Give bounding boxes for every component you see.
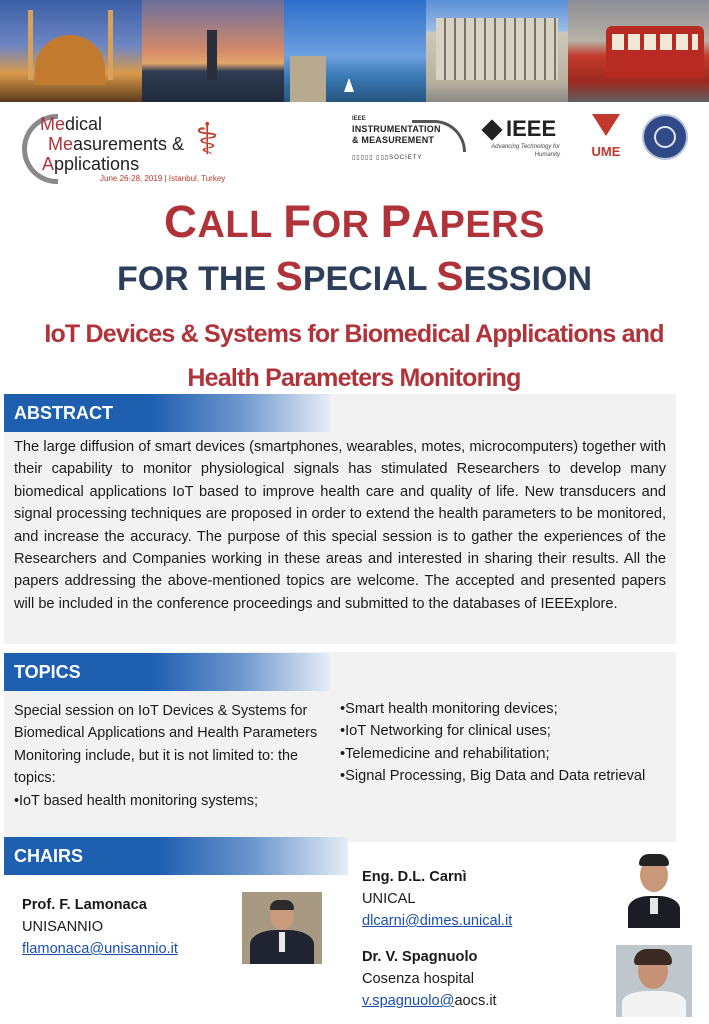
arc-icon xyxy=(412,120,466,152)
ieee-diamond-icon xyxy=(481,119,502,140)
chair-carni xyxy=(362,866,512,932)
ims-logo: IEEE INSTRUMENTATION & MEASUREMENT ▯▯▯▯▯ ▯▯▯SOCIETY xyxy=(352,116,468,162)
call-for-papers-title: CALL FOR PAPERS xyxy=(164,196,545,247)
special-session-subtitle: FOR THE SPECIAL SESSION xyxy=(116,253,593,299)
chair-affiliation: UNISANNIO xyxy=(22,919,104,935)
ume-logo: UME xyxy=(586,114,626,164)
ume-emblem-icon xyxy=(592,114,620,136)
maiden-tower-photo xyxy=(142,0,284,102)
topics-intro: Special session on IoT Devices & Systems for Biomedical Applications and Health Parameters Monitoring include, but it is not limited to: the topics: •IoT based health monitoring systems; xyxy=(14,700,332,812)
chair-email-link[interactable]: v.spagnuolo@ xyxy=(362,993,455,1009)
photo-banner xyxy=(0,0,709,102)
palace-photo xyxy=(426,0,568,102)
abstract-heading: ABSTRACT xyxy=(4,394,330,432)
chair-name: Dr. V. Spagnuolo xyxy=(362,949,478,965)
chair-affiliation: Cosenza hospital xyxy=(362,971,474,987)
chair-email-link[interactable]: flamonaca@unisannio.it xyxy=(22,941,178,957)
chair-lamonaca xyxy=(22,894,178,960)
chair-spagnuolo: Dr. V. Spagnuolo Cosenza hospital v.spagnuolo@aocs.it xyxy=(362,946,497,1012)
topic-item: •IoT based health monitoring systems; xyxy=(14,792,258,809)
abstract-text: The large diffusion of smart devices (smartphones, wearables, motes, microcomputers) together with their capability to monitor physiological signals has stimulated Researchers to develop many biomedical applications IoT based to improve health care and quality of life. New transducers and signal processing techniques are proposed in order to extend the health parameters to be monitored, and increase the accuracy. The purpose of this special session is to gather the experiences of the Researchers and Companies working in these areas and interested in sharing their results. All the papers addressing the above-mentioned topics are welcome. The accepted and presented papers will be included in the conference proceedings and submitted to the databases of IEEExplore. xyxy=(14,439,666,612)
chair-affiliation: UNICAL xyxy=(362,891,416,907)
tram-photo xyxy=(568,0,709,102)
lamonaca-photo xyxy=(242,892,322,964)
topics-list xyxy=(340,698,660,788)
topics-heading: TOPICS xyxy=(4,653,330,691)
session-title: IoT Devices & Systems for Biomedical Applications and Health Parameters Monitoring xyxy=(44,320,664,392)
conference-date: June 26-28, 2019 | Istanbul, Turkey xyxy=(100,174,226,183)
caduceus-icon: ⚕ xyxy=(195,115,219,164)
conference-logo: Medical Measurements & Applications June 26-28, 2019 | Istanbul, Turkey ⚕ xyxy=(22,112,237,186)
chair-name: Prof. F. Lamonaca xyxy=(22,897,147,913)
carni-photo xyxy=(624,852,684,928)
chairs-heading: CHAIRS xyxy=(4,837,348,875)
university-seal-icon xyxy=(642,114,688,160)
topic-item: •Signal Processing, Big Data and Data retrieval xyxy=(340,768,646,785)
chair-email-link[interactable]: dlcarni@dimes.unical.it xyxy=(362,913,513,929)
ieee-logo: IEEE Advancing Technology for Humanity xyxy=(482,116,566,162)
topic-item: •IoT Networking for clinical uses; xyxy=(340,723,551,740)
spagnuolo-photo xyxy=(616,945,692,1017)
topic-item: •Smart health monitoring devices; xyxy=(340,701,558,717)
mosque-photo xyxy=(0,0,142,102)
topic-item: •Telemedicine and rehabilitation; xyxy=(340,745,550,762)
chair-name: Eng. D.L. Carnì xyxy=(362,869,467,885)
bosphorus-fortress-photo xyxy=(284,0,426,102)
